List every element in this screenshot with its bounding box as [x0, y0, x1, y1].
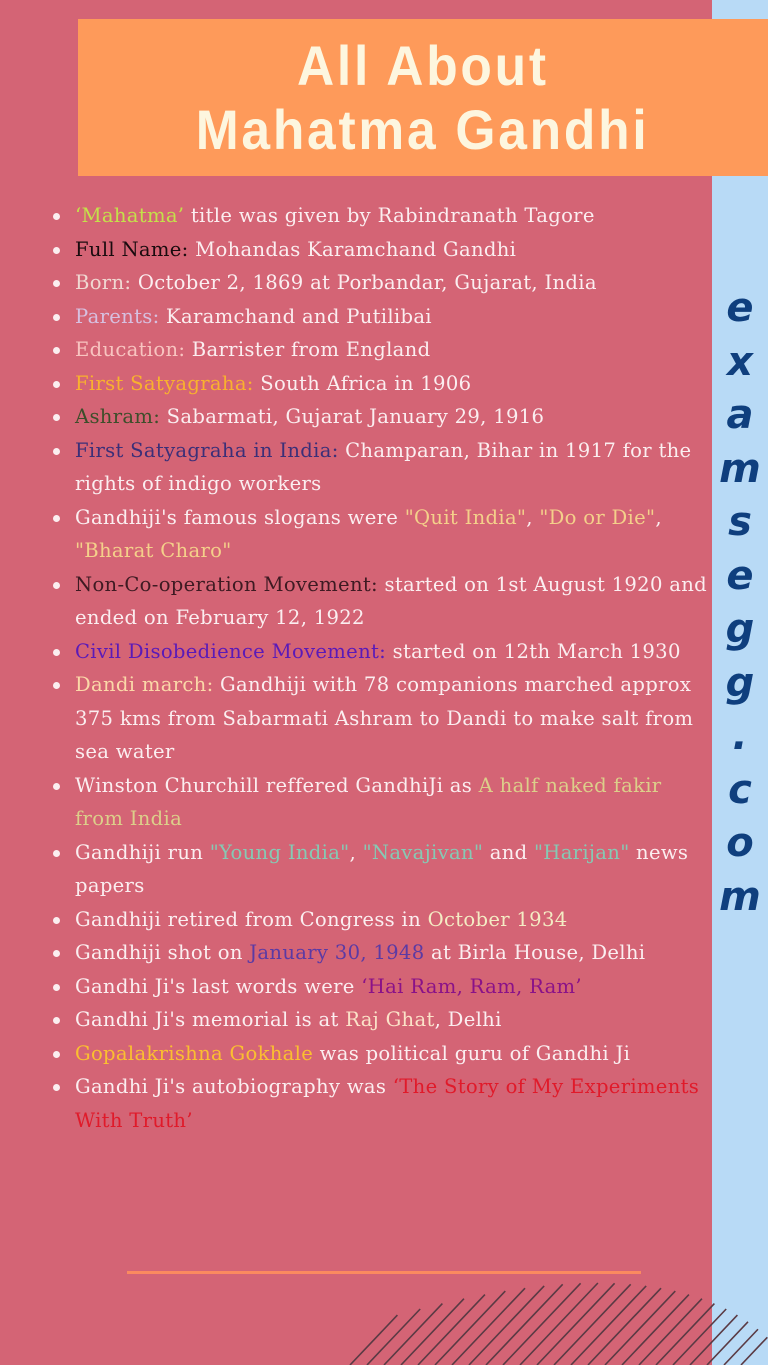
fact-text: at Birla House, Delhi	[424, 941, 646, 964]
fact-item	[48, 1003, 712, 1037]
fact-text: Winston Churchill reffered GandhiJi as	[75, 773, 479, 797]
fact-item	[48, 903, 712, 937]
brand-letter: m	[719, 445, 761, 492]
fact-item	[48, 233, 712, 267]
brand-letter: c	[728, 766, 752, 813]
fact-item	[48, 266, 712, 300]
vertical-brand-watermark	[712, 282, 768, 924]
fact-highlight: ‘The Story of My Experiments With Truth’	[75, 1075, 700, 1132]
fact-highlight: Dandi march:	[75, 673, 214, 696]
fact-highlight: First Satyagraha:	[75, 371, 254, 395]
fact-text: title was given by Rabindranath Tagore	[184, 204, 595, 227]
fact-text: Gandhi Ji's memorial is at	[75, 1008, 346, 1031]
fact-text: Gandhiji's famous slogans were	[75, 505, 405, 529]
brand-letter: o	[726, 820, 754, 866]
fact-text: Gandhiji shot on	[75, 941, 250, 964]
brand-letter: g	[725, 659, 755, 706]
fact-highlight: January 30, 1948	[249, 941, 425, 964]
fact-item	[48, 769, 712, 836]
fact-highlight: "Bharat Charo"	[75, 539, 232, 562]
fact-text: Gandhiji retired from Congress in	[75, 907, 428, 931]
fact-highlight: ‘Hai Ram, Ram, Ram’	[361, 974, 582, 998]
fact-text: , Delhi	[434, 1008, 502, 1031]
fact-highlight: "Harijan"	[534, 840, 630, 864]
fact-text: Karamchand and Putilibai	[159, 304, 432, 328]
fact-item	[48, 635, 712, 669]
fact-highlight: First Satyagraha in India:	[75, 438, 339, 462]
fact-item	[48, 300, 712, 334]
fact-item	[48, 333, 712, 367]
fact-highlight: Full Name:	[75, 237, 189, 261]
fact-text: South Africa in 1906	[253, 371, 472, 395]
fact-highlight: October 1934	[427, 907, 568, 931]
fact-item	[48, 836, 712, 903]
fact-item	[48, 367, 712, 401]
fact-text: Gandhi Ji's last words were	[75, 974, 362, 998]
fact-text: ,	[655, 505, 662, 529]
brand-letter: a	[726, 392, 754, 438]
fact-text: and	[483, 840, 534, 864]
fact-highlight: "Quit India"	[404, 505, 527, 529]
fact-item	[48, 568, 712, 635]
fact-text: Barrister from England	[185, 338, 431, 361]
fact-highlight: ‘Mahatma’	[75, 204, 185, 227]
fact-highlight: A half naked fakir from India	[75, 773, 662, 830]
fact-item	[48, 936, 712, 970]
fact-text: started on 1st August 1920 and ended on February 12, 1922	[75, 572, 707, 629]
title-line-2: Mahatma Gandhi	[196, 97, 650, 161]
fact-highlight: Non-Co-operation Movement:	[75, 572, 378, 596]
brand-letter: e	[726, 552, 754, 599]
fact-text: Gandhiji with 78 companions marched approx 375 kms from Sabarmati Ashram to Dandi to make salt from sea water	[75, 673, 694, 763]
fact-highlight: "Do or Die"	[539, 505, 656, 529]
fact-text: Sabarmati, Gujarat January 29, 1916	[160, 405, 545, 428]
fact-text: Champaran, Bihar in 1917 for the rights of indigo workers	[75, 438, 692, 495]
fact-item	[48, 434, 712, 501]
fact-highlight: Parents:	[75, 304, 160, 328]
title-banner	[78, 19, 768, 176]
fact-text: was political guru of Gandhi Ji	[313, 1041, 631, 1065]
fact-text: ,	[526, 505, 540, 529]
brand-letter: g	[725, 606, 755, 652]
fact-item	[48, 668, 712, 769]
fact-highlight: Born:	[75, 271, 132, 294]
fact-text: ,	[349, 840, 363, 864]
hatch-decoration	[320, 1275, 768, 1365]
fact-highlight: "Navajivan"	[362, 840, 484, 864]
fact-text: Gandhi Ji's autobiography was	[75, 1075, 393, 1098]
fact-highlight: Education:	[75, 338, 186, 361]
brand-letter: m	[719, 873, 761, 920]
fact-item	[48, 1070, 712, 1137]
fact-item	[48, 400, 712, 434]
brand-letter: .	[732, 713, 748, 759]
fact-text: started on 12th March 1930	[386, 639, 681, 663]
fact-item	[48, 199, 712, 233]
fact-highlight: "Young India"	[209, 840, 350, 864]
title-line-1: All About	[297, 33, 549, 97]
fact-highlight: Ashram:	[75, 405, 161, 428]
brand-letter: s	[728, 499, 752, 545]
brand-letter: x	[727, 338, 753, 385]
fact-item	[48, 970, 712, 1004]
fact-highlight: Civil Disobedience Movement:	[75, 639, 387, 663]
fact-item	[48, 501, 712, 568]
bottom-divider	[127, 1271, 641, 1274]
fact-highlight: Gopalakrishna Gokhale	[75, 1041, 314, 1065]
fact-text: October 2, 1869 at Porbandar, Gujarat, India	[131, 271, 597, 294]
fact-text: Gandhiji run	[75, 840, 210, 864]
fact-text: news papers	[75, 840, 689, 897]
brand-letter: e	[726, 285, 754, 331]
fact-highlight: Raj Ghat	[345, 1008, 435, 1031]
fact-text: Mohandas Karamchand Gandhi	[188, 237, 517, 261]
facts-list	[48, 199, 712, 1137]
fact-item	[48, 1037, 712, 1071]
